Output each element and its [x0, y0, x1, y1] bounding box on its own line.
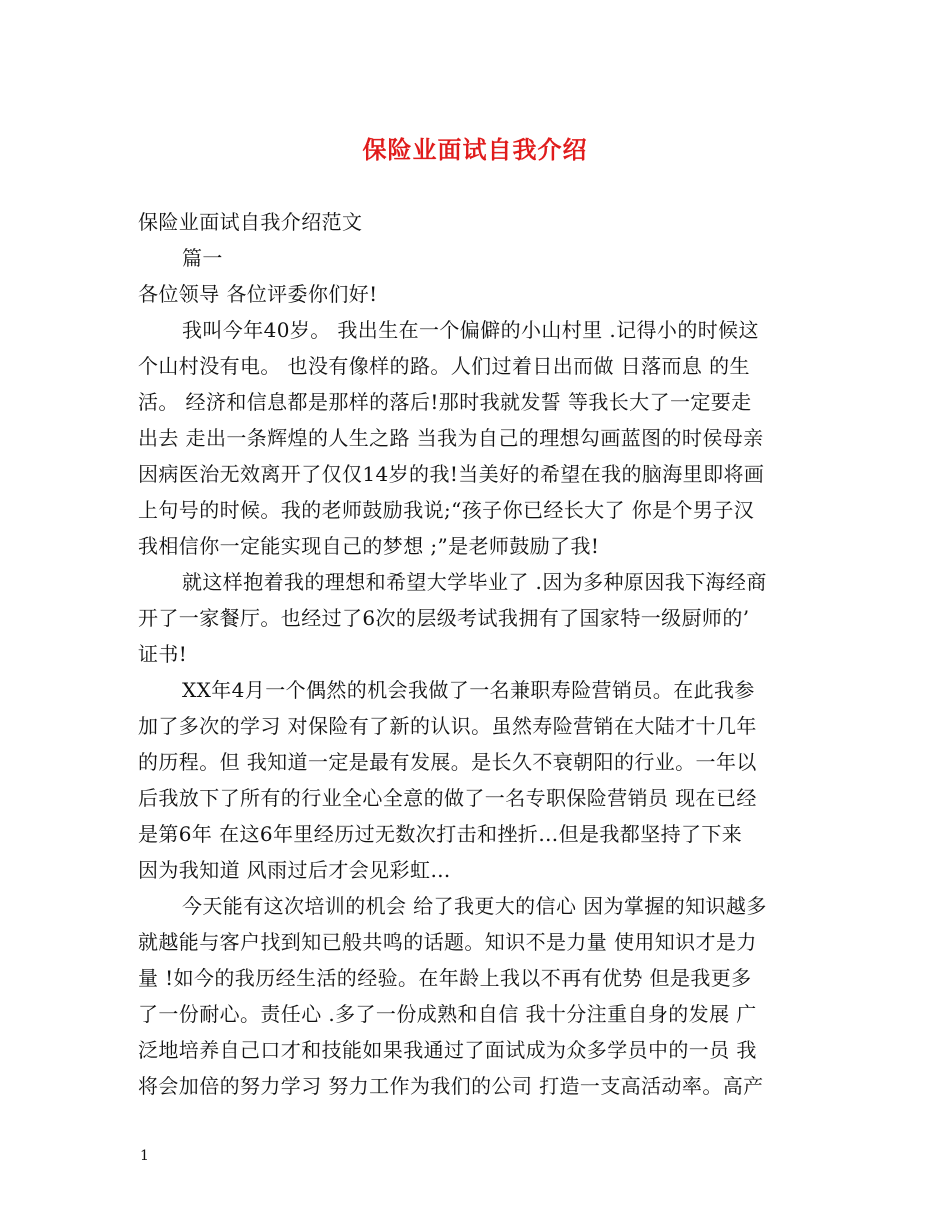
body-line: 我相信你一定能实现自己的梦想 ;”是老师鼓励了我! — [138, 534, 600, 558]
body-line: 出去 走出一条辉煌的人生之路 当我为自己的理想勾画蓝图的时侯母亲 — [138, 426, 764, 450]
body-line: 开了一家餐厅。也经过了6次的层级考试我拥有了国家特一级厨师的’ — [138, 606, 750, 630]
body-line: 将会加倍的努力学习 努力工作为我们的公司 打造一支高活动率。高产 — [138, 1074, 764, 1098]
body-line: 是第6年 在这6年里经历过无数次打击和挫折…但是我都坚持了下来 — [138, 822, 743, 846]
document-title: 保险业面试自我介绍 — [362, 135, 588, 164]
body-line: 个山村没有电。 也没有像样的路。人们过着日出而做 日落而息 的生 — [138, 354, 750, 378]
body-line: 的历程。但 我知道一定是最有发展。是长久不衰朝阳的行业。一年以 — [138, 750, 757, 774]
greeting-line: 各位领导 各位评委你们好! — [138, 282, 378, 306]
body-line: XX年4月一个偶然的机会我做了一名兼职寿险营销员。在此我参 — [182, 678, 755, 702]
body-line: 活。 经济和信息都是那样的落后!那时我就发誓 等我长大了一定要走 — [138, 390, 752, 414]
body-line: 上句号的时候。我的老师鼓励我说;“孩子你已经长大了 你是个男子汉 — [138, 498, 755, 522]
body-line: 今天能有这次培训的机会 给了我更大的信心 因为掌握的知识越多 — [182, 894, 767, 918]
body-line: 加了多次的学习 对保险有了新的认识。虽然寿险营销在大陆才十几年 — [138, 714, 757, 738]
body-line: 就这样抱着我的理想和希望大学毕业了 .因为多种原因我下海经商 — [182, 570, 767, 594]
subtitle: 保险业面试自我介绍范文 — [138, 210, 363, 234]
section-label: 篇一 — [182, 246, 223, 270]
page-number: 1 — [140, 1148, 149, 1164]
body-line: 因病医治无效离开了仅仅14岁的我!当美好的希望在我的脑海里即将画 — [138, 462, 765, 486]
body-line: 了一份耐心。责任心 .多了一份成熟和自信 我十分注重自身的发展 广 — [138, 1002, 757, 1026]
body-line: 泛地培养自己口才和技能如果我通过了面试成为众多学员中的一员 我 — [138, 1038, 757, 1062]
body-line: 后我放下了所有的行业全心全意的做了一名专职保险营销员 现在已经 — [138, 786, 757, 810]
body-line: 证书! — [138, 642, 188, 666]
body-line: 因为我知道 风雨过后才会见彩虹… — [138, 858, 451, 882]
body-line: 就越能与客户找到知已般共鸣的话题。知识不是力量 使用知识才是力 — [138, 930, 757, 954]
body-line: 量 !如今的我历经生活的经验。在年龄上我以不再有优势 但是我更多 — [138, 966, 752, 990]
body-line: 我叫今年40岁。 我出生在一个偏僻的小山村里 .记得小的时候这 — [182, 318, 759, 342]
